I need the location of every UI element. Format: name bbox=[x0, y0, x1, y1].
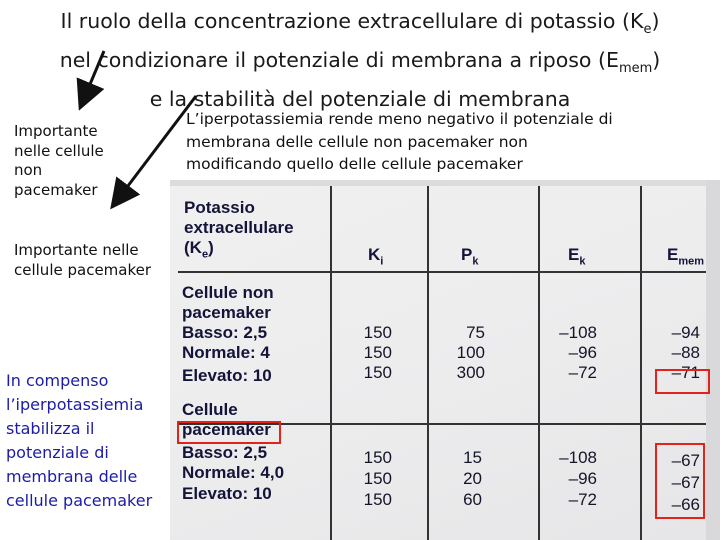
note-line: In compenso bbox=[6, 371, 109, 390]
header-emem: $E_{mem}$ bbox=[667, 245, 705, 268]
cell-ek: –108 bbox=[559, 448, 597, 467]
note-line: nelle cellule bbox=[14, 141, 104, 160]
cell-ek: –72 bbox=[568, 490, 597, 509]
note-line: non bbox=[14, 161, 43, 179]
header-potassio bbox=[184, 198, 294, 264]
cell-ek: –96 bbox=[568, 343, 597, 362]
note-line: membrana delle bbox=[6, 467, 138, 486]
cell-ki: 150 bbox=[363, 490, 392, 509]
highlight-elevato-non-pacemaker bbox=[177, 421, 281, 444]
explanation-line: L’iperpotassiemia rende meno negativo il potenziale di bbox=[186, 110, 613, 128]
note-line: cellule pacemaker bbox=[14, 260, 152, 279]
note-line: Importante nelle bbox=[14, 241, 139, 259]
cell-ek: –72 bbox=[568, 363, 597, 382]
note-line: pacemaker bbox=[14, 180, 98, 199]
header-line: extracellulare bbox=[184, 218, 294, 237]
cell-ki: 150 bbox=[363, 343, 392, 362]
group-label-non-pacemaker bbox=[182, 283, 274, 323]
arrow-to-non-pacemaker bbox=[80, 51, 104, 108]
explanation-line: membrana delle cellule non pacemaker non bbox=[186, 132, 528, 151]
note-line: Importante bbox=[14, 122, 98, 140]
highlight-emem-pacemaker bbox=[655, 443, 705, 519]
cell-pk: 60 bbox=[463, 490, 482, 509]
cell-pk: 20 bbox=[463, 469, 482, 488]
group-label-line: pacemaker bbox=[182, 420, 271, 439]
cell-ki: 150 bbox=[363, 469, 392, 488]
cell-emem: –88 bbox=[671, 343, 700, 362]
explanation-line: modificando quello delle cellule pacemaker bbox=[186, 155, 523, 173]
cell-emem: –94 bbox=[671, 323, 700, 342]
header-pk: $P_k$ bbox=[461, 245, 479, 268]
note-line: l’iperpotassiemia bbox=[6, 395, 144, 414]
title-line-2: nel condizionare il potenziale di membrana a riposo $(E_{mem})$ bbox=[59, 48, 661, 77]
cell-ki: 150 bbox=[363, 448, 392, 467]
cell-ek: –96 bbox=[568, 469, 597, 488]
row-label: Elevato: 10 bbox=[182, 366, 272, 385]
group-label-line: Cellule non bbox=[182, 283, 274, 302]
cell-pk: 15 bbox=[463, 448, 482, 467]
title-line-3: e la stabilità del potenziale di membrana bbox=[149, 87, 571, 112]
cell-emem: –67 bbox=[671, 451, 700, 470]
note-pacemaker bbox=[14, 241, 151, 280]
cell-ki: 150 bbox=[363, 363, 392, 382]
header-ki: $K_i$ bbox=[368, 245, 384, 268]
cell-ek: –108 bbox=[559, 323, 597, 342]
header-line: $(K_e)$ bbox=[184, 238, 214, 261]
explanation-text bbox=[186, 108, 716, 176]
note-compenso bbox=[6, 369, 152, 513]
table-photo bbox=[170, 180, 720, 540]
group-label-line: Cellule bbox=[182, 400, 238, 419]
cell-pk: 300 bbox=[456, 363, 485, 382]
cell-emem: –71 bbox=[671, 363, 700, 382]
cell-pk: 100 bbox=[456, 343, 485, 362]
photo-edge bbox=[170, 180, 720, 186]
note-non-pacemaker bbox=[14, 122, 104, 200]
header-ek: $E_k$ bbox=[568, 245, 586, 268]
note-line: cellule pacemaker bbox=[6, 491, 153, 510]
cell-ki: 150 bbox=[363, 323, 392, 342]
note-line: potenziale di bbox=[6, 443, 109, 462]
row-label: Basso: 2,5 bbox=[182, 443, 268, 462]
photo-edge bbox=[706, 180, 720, 540]
cell-emem: –66 bbox=[671, 495, 700, 514]
cell-pk: 75 bbox=[466, 323, 485, 342]
row-label: Normale: 4,0 bbox=[182, 463, 285, 482]
title-line-1: Il ruolo della concentrazione extracellulare di potassio $(K_e)$ bbox=[60, 9, 660, 38]
table-divider bbox=[178, 271, 706, 273]
header-line: Potassio bbox=[184, 198, 255, 217]
highlight-emem-non-pacemaker bbox=[655, 369, 710, 394]
cell-emem: –67 bbox=[671, 473, 700, 492]
note-line: stabilizza il bbox=[6, 419, 95, 438]
row-label: Elevato: 10 bbox=[182, 484, 272, 503]
group-label-line: pacemaker bbox=[182, 303, 271, 322]
row-label: Basso: 2,5 bbox=[182, 323, 268, 342]
row-label: Normale: 4 bbox=[182, 343, 270, 362]
